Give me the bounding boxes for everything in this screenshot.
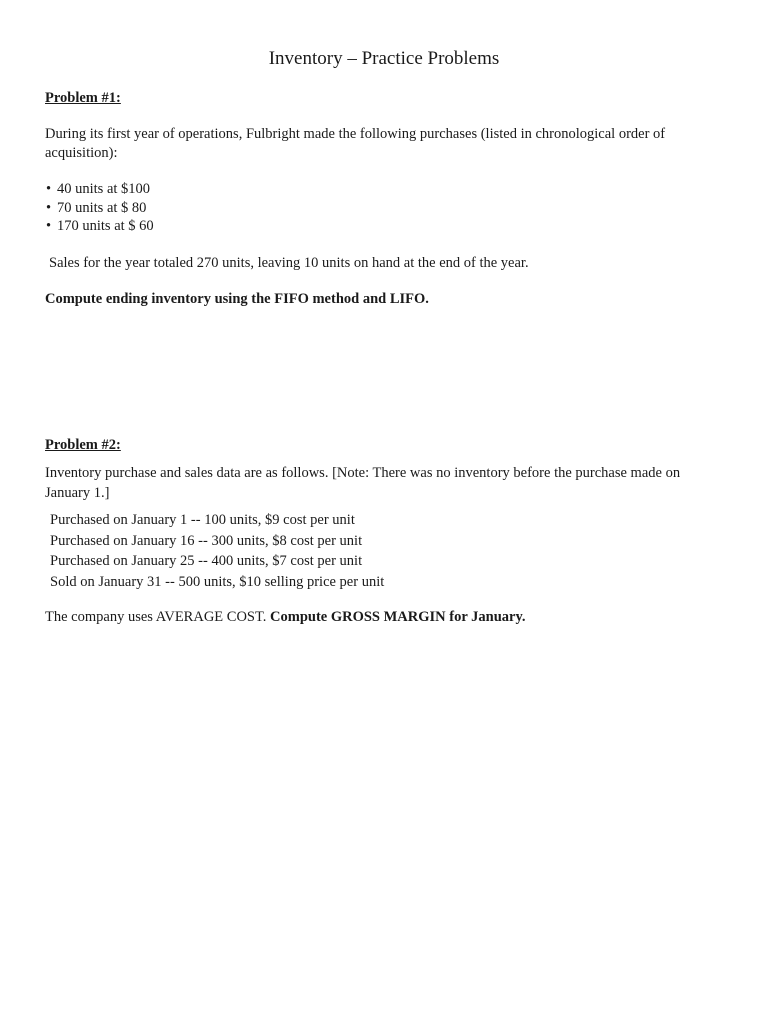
problem-2-heading: Problem #2:	[45, 437, 121, 453]
problem-1-instruction: Compute ending inventory using the FIFO method and LIFO.	[45, 291, 429, 307]
problem-1-intro: During its first year of operations, Fulbright made the following purchases (listed in chronological order of acquisition):	[45, 126, 666, 161]
problem-2-intro: Inventory purchase and sales data are as follows. [Note: There was no inventory before the purchase made on January 1.]	[45, 465, 681, 501]
problem-2-instruction: Compute GROSS MARGIN for January.	[270, 609, 526, 625]
list-item: Purchased on January 1 -- 100 units, $9 cost per unit	[50, 512, 355, 528]
bullet-icon: •	[46, 181, 52, 197]
bullet-icon: •	[46, 199, 52, 216]
list-item	[46, 180, 154, 199]
list-item	[46, 217, 154, 236]
document-title: Inventory – Practice Problems	[268, 48, 500, 69]
list-item: Purchased on January 25 -- 400 units, $7 cost per unit	[50, 553, 363, 569]
list-item: Sold on January 31 -- 500 units, $10 selling price per unit	[50, 573, 385, 590]
purchase-item-text: 170 units at $ 60	[57, 218, 154, 234]
problem-1-sales-text: Sales for the year totaled 270 units, leaving 10 units on hand at the end of the year.	[49, 255, 529, 271]
problem-2-transaction-list	[50, 510, 384, 592]
problem-1-purchase-list	[46, 180, 154, 236]
problem-2-final-paragraph	[45, 608, 725, 627]
bullet-icon: •	[46, 218, 52, 234]
problem-2-method-text: The company uses AVERAGE COST.	[45, 609, 267, 625]
list-item: Purchased on January 16 -- 300 units, $8 cost per unit	[50, 532, 363, 549]
list-item	[46, 199, 154, 218]
problem-1-heading: Problem #1:	[45, 90, 121, 106]
purchase-item-text: 70 units at $ 80	[57, 199, 147, 216]
purchase-item-text: 40 units at $100	[57, 181, 151, 197]
